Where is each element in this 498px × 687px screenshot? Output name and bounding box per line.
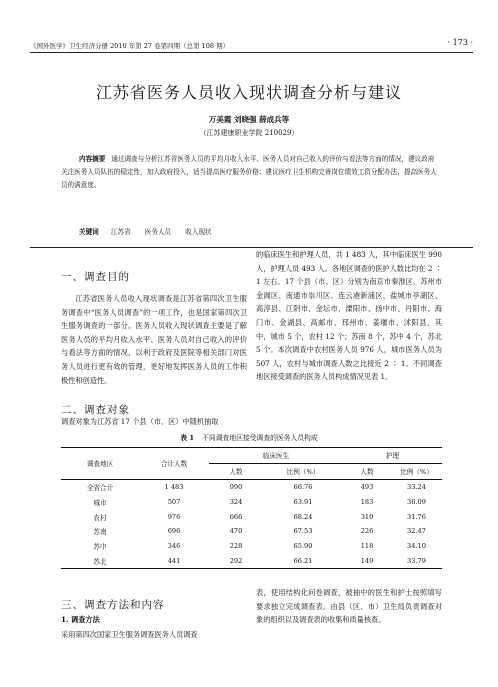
table-cell: 68.24 [293,512,313,521]
table-cell: 118 [360,542,374,551]
header-total: 合计人数 [139,448,209,480]
table-row [61,524,442,539]
table-cell: 33.24 [407,482,426,491]
composition-table [61,447,442,569]
table-cell: 33.79 [391,554,442,569]
table-cell: 苏北 [61,554,139,569]
table-caption-label: 表 1 [180,434,195,442]
table-row [61,479,442,494]
table-cell: 346 [167,542,181,551]
table-row [61,539,442,554]
table-cell: 苏南 [93,528,107,537]
section-2-title: 二、调查对象 [61,404,130,416]
table-cell: 990 [229,482,243,491]
table-cell: 36.09 [407,497,426,506]
table-cell: 31.76 [407,512,426,521]
table-cell: 183 [360,497,374,506]
table-cell: 农村 [93,513,107,522]
section-1-body [61,292,247,387]
table-cell: 228 [229,542,243,551]
page-number: · 173 · [447,38,473,47]
header-nurse: 护理 [343,448,442,464]
header-region: 调查地区 [61,448,139,480]
table-cell: 493 [360,482,374,491]
header-doctor: 临床医生 [209,448,343,464]
table-cell: 292 [209,554,263,569]
section-3-paragraph: 采用第四次国家卫生服务调查医务人员调查 [61,630,198,639]
header-nurse-ratio: 比例（%） [391,463,442,479]
table-caption-text: 不同调查地区接受调查的医务人员构成 [202,434,318,442]
section-3-subtitle: 1. 调查方法 [61,615,100,624]
keywords [79,226,224,236]
table-cell: 470 [229,527,243,536]
table-cell: 441 [139,554,209,569]
section-2-continued: 的临床医生和护理人员，共 1 483 人，其中临床医生 990 人，护理人员 493 人。各地区调查的医护人数比均在 2 ∶ 1 左右。17 个县（市、区）分别为南京市秦淮区、苏州市金阊区、南通市崇川区、连云港新浦区、盐城市亭湖区、高淳县、江阴市、金坛市、溧阳市、扬中市、丹阳市、海门市、金湖县、高邮市、邳州市、姜堰市、沭阳县，其中，城市 5 个，农村 12 个；苏南 8 个，苏中 4 个，苏北 5 个。本次调查中农村医务人员 976 人，城市医务人员为 507 人，农村与城市调查人数之比接近 2 ∶ 1。不同调查地区接受调查的医务人员构成情况见表 1。 [256,250,442,382]
keyword-item: 江苏省 [110,228,131,236]
table-row [61,509,442,524]
header-rule [30,52,473,53]
table-cell: 32.47 [407,527,426,536]
abstract-text: 通过调查与分析江苏省医务人员的平均月收入水平、医务人员对自己收入的评价与看法等方面的情况，建议政府关注医务人员队伍的稳定性，加大政府投入，适当提高医疗服务价格；建议医疗卫生机构完善岗位绩效工资分配办法，提高医务人员的满意度。 [61,155,437,189]
section-1-paragraph: 江苏省医务人员收入现状调查是江苏省第四次卫生服务调查中“医务人员调查”的一项工作，也是国家第四次卫生服务调查的一部分。医务人员收入现状调查主要是了解医务人员的平均月收入水平、医务人员对自己收入的评价与看法等方面的情况，以利于政府及医院等相关部门对医务人员进行更有效的管理，更好地发挥医务人员的工作积极性和创造性。 [61,294,247,385]
abstract-label: 内容摘要 [79,155,106,163]
section-2-paragraph: 调查对象为江苏省 17 个县（市、区）中随机抽取 [61,417,219,426]
section-3-continued: 表，使用结构化问卷调查，被抽中的医生和护士按照填写要求独立完成调查表。由县（区、市）卫生局负责调查对象的组织以及调查表的收集和质量核查。 [256,588,442,625]
article-authors: 万美霞 刘晓强 薛成兵等 [208,115,290,124]
table-cell: 310 [360,512,374,521]
right-column-bottom [256,586,442,627]
right-column-body [256,248,442,384]
header-doctor-ratio: 比例（%） [263,463,343,479]
table-cell: 65.90 [293,542,313,551]
keyword-item: 收入现状 [185,228,212,236]
keywords-label: 关键词 [79,228,99,236]
table-cell: 66.76 [293,482,313,491]
table-row [61,554,442,569]
table-caption [0,432,498,442]
table-cell: 666 [229,512,243,521]
header-doctor-count: 人数 [209,463,263,479]
table-cell: 66.21 [263,554,343,569]
section-3-title: 三、调查方法和内容 [61,599,165,611]
table-cell: 34.10 [407,542,426,551]
article-affiliation: （江苏建康职业学院 210029） [199,129,299,137]
table-cell: 城市 [93,498,107,507]
table-cell: 324 [229,497,243,506]
table-cell: 全省合计 [86,483,114,492]
section-3-body [61,628,247,642]
table-cell: 149 [343,554,391,569]
keyword-item: 医务人员 [144,228,172,236]
table-cell: 苏中 [93,543,107,552]
article-title: 江苏省医务人员收入现状调查分析与建议 [95,83,402,102]
table-cell: 63.91 [293,497,313,506]
section-1-title: 一、调查目的 [61,271,130,283]
table-cell: 67.53 [293,527,313,536]
section-2-body [61,415,247,429]
abstract [61,153,441,192]
table-cell: 1 483 [164,482,184,491]
header-nurse-count: 人数 [343,463,391,479]
table-cell: 696 [167,527,181,536]
table-cell: 507 [167,497,181,506]
table-row [61,494,442,509]
journal-name: 《国外医学》卫生经济分册 2010 年第 27 卷第四期（总第 108 期） [30,42,230,50]
table-cell: 226 [360,527,374,536]
table-cell: 976 [167,512,181,521]
table-header-row [61,448,442,464]
